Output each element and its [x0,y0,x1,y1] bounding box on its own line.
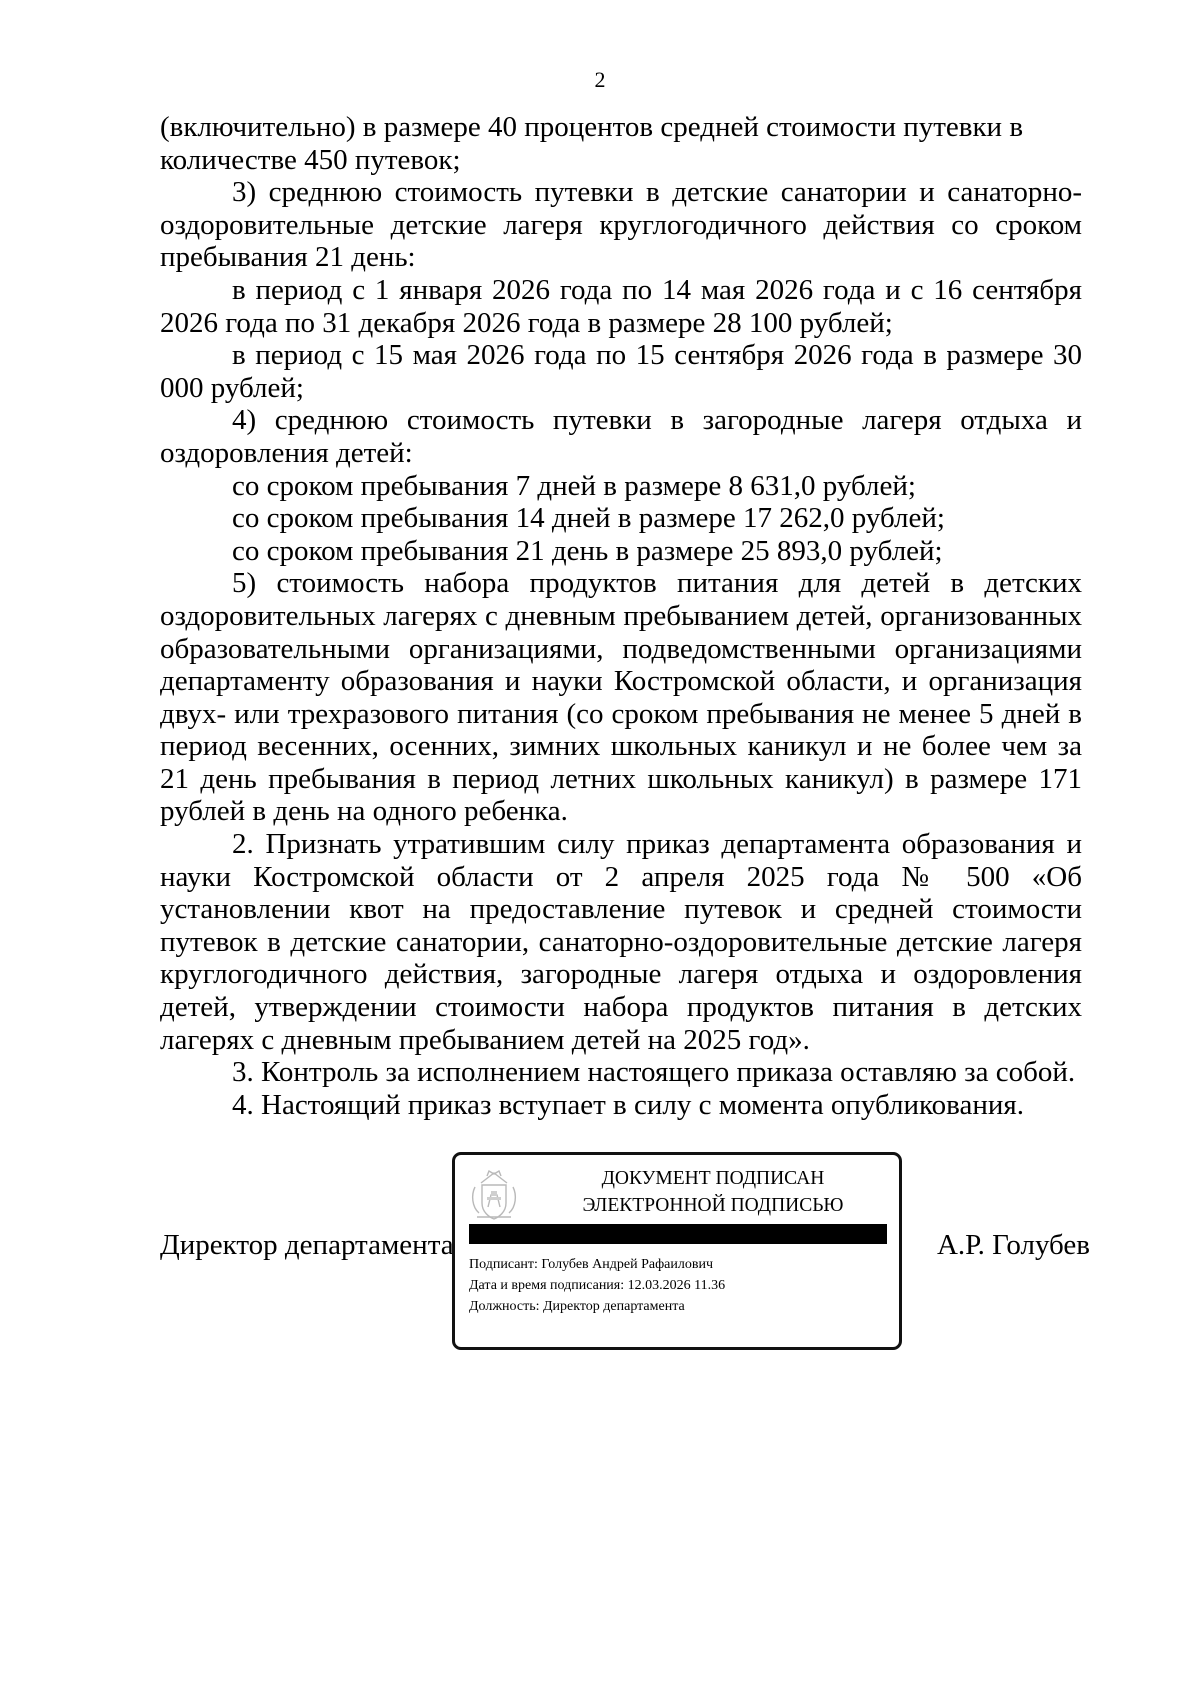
item-3-period-2: в период с 15 мая 2026 года по 15 сентября 2026 года в размере 30 000 рублей; [160,339,1082,404]
stamp-title-line2: ЭЛЕКТРОННОЙ ПОДПИСЬЮ [582,1195,844,1216]
kostroma-coat-of-arms-icon [467,1167,521,1223]
signature-block [160,1152,1090,1362]
stamp-role: Должность: Директор департамента [469,1299,685,1314]
stamp-signer: Подписант: Голубев Андрей Рафаилович [469,1257,713,1272]
item-3-period-1: в период с 1 января 2026 года по 14 мая 2026 года и с 16 сентября 2026 года по 31 декабря 2026 года в размере 28 100 рублей; [160,273,1082,339]
item-5-food-cost: 5) стоимость набора продуктов питания для детей в детских оздоровительных лагерях с дневным пребыванием детей, организованных образовательными организациями, подведомственными организациями департаменту образования и науки Костромской области, и организация двух- или трехразового питания (со сроком пребывания не менее 5 дней в период весенних, осенних, зимних школьных каникул и не более чем за 21 день пребывания в период летних школьных каникул) в размере 171 рублей в день на одного ребенка. [160,567,1082,828]
electronic-signature-stamp [452,1152,902,1350]
signer-name: А.Р. Голубев [936,1229,1090,1261]
stamp-title-line1: ДОКУМЕНТ ПОДПИСАН [601,1168,825,1189]
item-4-7-days: со сроком пребывания 7 дней в размере 8 631,0 рублей; [232,469,916,502]
clause-2-repeal: 2. Признать утратившим силу приказ департамента образования и науки Костромской области от 2 апреля 2025 года № 500 «Об установлении квот на предоставление путевок и средней стоимости путевок в детские санатории, санаторно-оздоровительные детские лагеря круглогодичного действия, загородные лагеря отдыха и оздоровления детей, утверждении стоимости набора продуктов питания в детских лагерях с дневным пребыванием детей на 2025 год». [160,828,1082,1056]
document-body [160,111,1082,1121]
stamp-signed-at: Дата и время подписания: 12.03.2026 11.36 [469,1278,726,1293]
page-number: 2 [594,67,606,92]
stamp-details [469,1254,725,1317]
paragraph-continuation: (включительно) в размере 40 процентов средней стоимости путевки в количестве 450 путевок; [160,111,1024,176]
item-4-21-days: со сроком пребывания 21 день в размере 25 893,0 рублей; [232,534,943,567]
clause-4-effective: 4. Настоящий приказ вступает в силу с момента опубликования. [232,1088,1024,1121]
item-3-sanatorium-cost: 3) среднюю стоимость путевки в детские санатории и санаторно-оздоровительные детские лагеря круглогодичного действия со сроком пребывания 21 день: [160,176,1082,274]
stamp-title [535,1165,891,1219]
clause-3-control: 3. Контроль за исполнением настоящего приказа оставляю за собой. [232,1056,1076,1089]
certificate-bar [469,1224,887,1244]
item-4-country-camp-cost: 4) среднюю стоимость путевки в загородные лагеря отдыха и оздоровления детей: [160,404,1082,469]
item-4-14-days: со сроком пребывания 14 дней в размере 17 262,0 рублей; [232,502,945,535]
signer-position: Директор департамента [160,1229,454,1261]
